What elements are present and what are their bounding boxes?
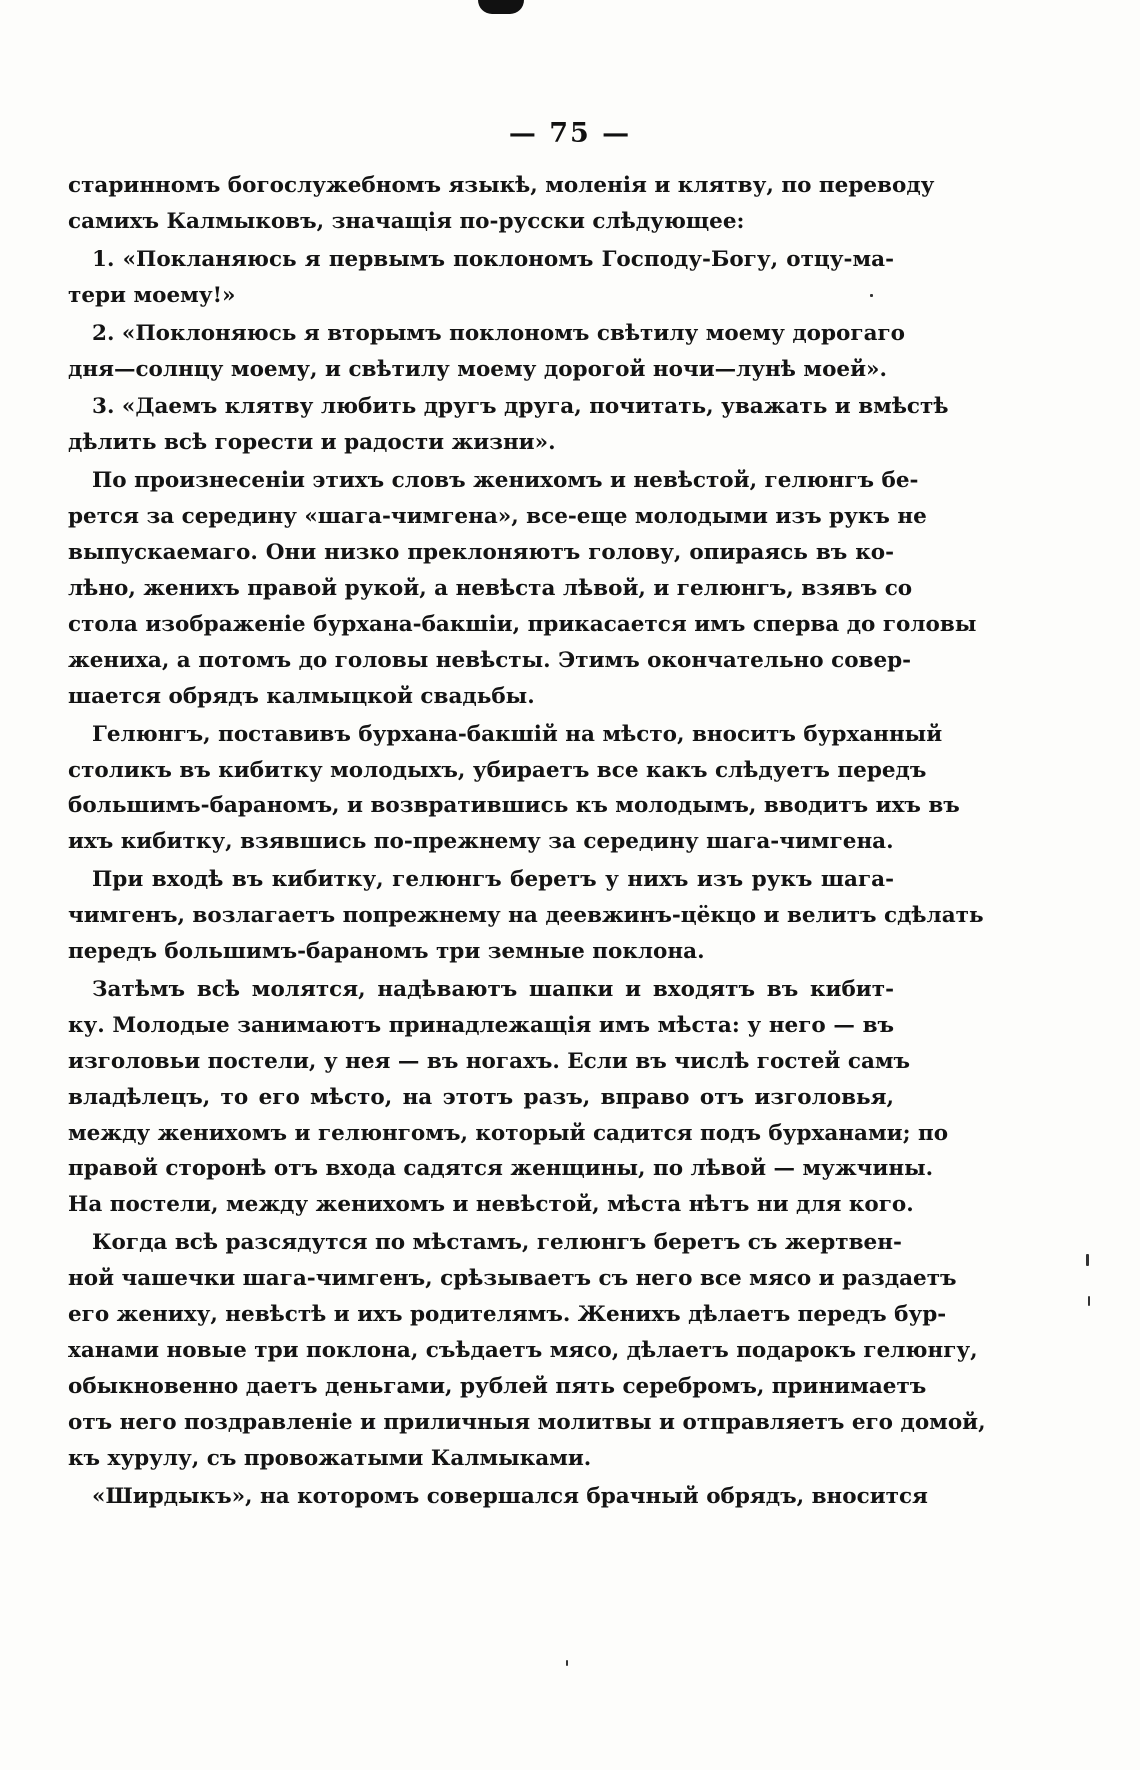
text-line: передъ большимъ-бараномъ три земные поклона. — [68, 939, 705, 965]
text-line: На постели, между женихомъ и невѣстой, мѣста нѣтъ ни для кого. — [68, 1192, 914, 1218]
text-line: ихъ кибитку, взявшись по-прежнему за середину шага-чимгена. — [68, 829, 894, 855]
ink-speck — [566, 1660, 568, 1666]
paragraph — [68, 717, 960, 861]
text-line: «Ширдыкъ», на которомъ совершался брачный обрядъ, вносится — [92, 1483, 928, 1509]
text-line: шается обрядъ калмыцкой свадьбы. — [68, 683, 535, 709]
text-line: столикъ въ кибитку молодыхъ, убираетъ все какъ слѣдуетъ передъ — [68, 757, 927, 783]
text-line: стола изображеніе бурхана-бакшіи, прикасается имъ сперва до головы — [68, 611, 977, 637]
ink-blot — [478, 0, 524, 14]
text-line: правой сторонѣ отъ входа садятся женщины, по лѣвой — мужчины. — [68, 1156, 934, 1182]
text-line: лѣно, женихъ правой рукой, а невѣста лѣвой, и гелюнгъ, взявъ со — [68, 575, 913, 601]
text-line: ку. Молодые занимаютъ принадлежащія имъ мѣста: у него — въ — [68, 1012, 894, 1038]
paragraph — [68, 316, 906, 388]
text-line: 1. «Покланяюсь я первымъ поклономъ Господу-Богу, отцу-ма- — [92, 246, 894, 272]
text-line: отъ него поздравленіе и приличныя молитвы и отправляетъ его домой, — [68, 1409, 986, 1435]
text-line: между женихомъ и гелюнгомъ, который садится подъ бурханами; по — [68, 1120, 949, 1146]
text-line: жениха, а потомъ до головы невѣсты. Этимъ окончательно совер- — [68, 647, 912, 673]
text-line: дѣлить всѣ горести и радости жизни». — [68, 430, 556, 456]
text-line: ханами новые три поклона, съѣдаетъ мясо, дѣлаетъ подарокъ гелюнгу, — [68, 1338, 978, 1363]
text-line: Затѣмъ всѣ молятся, надѣваютъ шапки и входятъ въ кибит- — [92, 976, 894, 1002]
text-line: къ хурулу, съ провожатыми Калмыками. — [68, 1445, 592, 1471]
ink-speck — [1088, 1296, 1090, 1306]
ink-speck — [870, 294, 873, 297]
text-line: тери моему!» — [68, 282, 236, 308]
paragraph — [68, 1479, 928, 1515]
paragraph — [68, 242, 894, 314]
paragraph — [68, 389, 949, 461]
text-line: старинномъ богослужебномъ языкѣ, моленія и клятву, по переводу — [68, 173, 935, 198]
text-line: ной чашечки шага-чимгенъ, срѣзываетъ съ него все мясо и раздаетъ — [68, 1266, 957, 1292]
text-line: изголовьи постели, у нея — въ ногахъ. Если въ числѣ гостей самъ — [68, 1048, 911, 1074]
text-line: владѣлецъ, то его мѣсто, на этотъ разъ, вправо отъ изголовья, — [68, 1084, 894, 1110]
text-line: обыкновенно даетъ деньгами, рублей пять серебромъ, принимаетъ — [68, 1373, 927, 1399]
text-line: 3. «Даемъ клятву любить другъ друга, почитать, уважать и вмѣстѣ — [92, 394, 949, 420]
text-line: Когда всѣ разсядутся по мѣстамъ, гелюнгъ беретъ съ жертвен- — [92, 1230, 902, 1256]
paragraph — [68, 1225, 986, 1476]
text-line: Гелюнгъ, поставивъ бурхана-бакшій на мѣсто, вноситъ бурханный — [92, 721, 943, 747]
paragraph — [68, 463, 977, 714]
text-line: его жениху, невѣстѣ и ихъ родителямъ. Женихъ дѣлаетъ передъ бур- — [68, 1302, 947, 1328]
text-line: большимъ-бараномъ, и возвратившись къ молодымъ, вводитъ ихъ въ — [68, 793, 960, 819]
text-line: По произнесеніи этихъ словъ женихомъ и невѣстой, гелюнгъ бе- — [92, 468, 919, 494]
text-line: При входѣ въ кибитку, гелюнгъ беретъ у нихъ изъ рукъ шага- — [92, 867, 894, 893]
paragraph — [68, 972, 949, 1223]
paragraph — [68, 862, 984, 970]
ink-speck — [1086, 1254, 1089, 1266]
body-text — [68, 168, 986, 1517]
text-line: 2. «Поклоняюсь я вторымъ поклономъ свѣтилу моему дорогаго — [92, 320, 906, 346]
page-number: — 75 — — [508, 118, 632, 149]
text-line: выпускаемаго. Они низко преклоняютъ голову, опираясь въ ко- — [68, 540, 894, 566]
paragraph — [68, 168, 935, 240]
text-line: рется за середину «шага-чимгена», все-еще молодыми изъ рукъ не — [68, 504, 927, 530]
text-line: самихъ Калмыковъ, значащія по-русски слѣдующее: — [68, 208, 745, 234]
text-line: чимгенъ, возлагаетъ попрежнему на деевжинъ-цёкцо и велитъ сдѣлать — [68, 903, 984, 929]
text-line: дня—солнцу моему, и свѣтилу моему дорогой ночи—лунѣ моей». — [68, 356, 887, 382]
